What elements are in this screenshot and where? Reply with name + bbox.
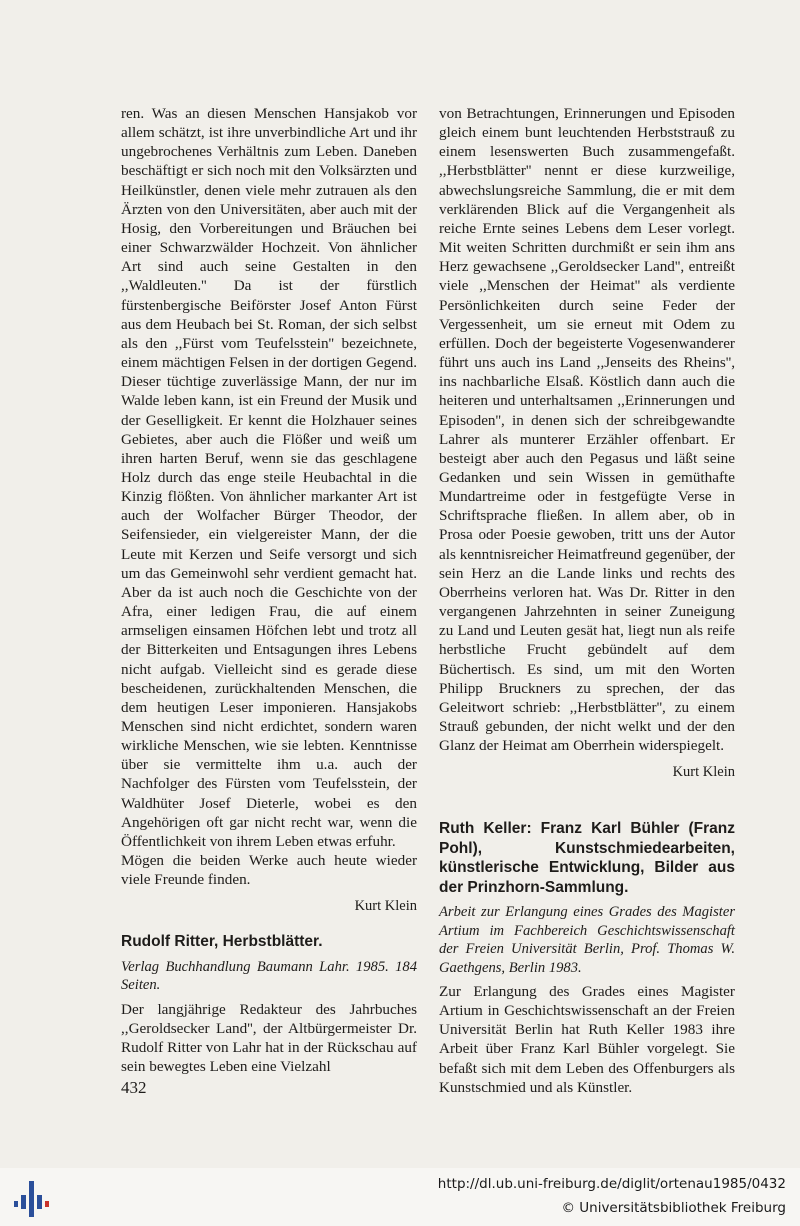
right-paragraph: von Betrachtungen, Erinnerungen und Episoden gleich einem bunt leuchtenden Herbststrauß zu einem lesenswerten Buch zusammengefaßt. ,,Herbstblätter'' nennt er diese kurzweilige, abwechslungsreiche Sammlung, die er mit dem verklärenden Blick auf die Vergangenheit als reiche Ernte seines Lebens dem Leser vorlegt. Mit weiten Schritten durchmißt er sein ihm ans Herz gewachsene ,,Geroldsecker Land'', entreißt viele ,,Menschen der Heimat'' als verdiente Persönlichkeiten durch seine Feder der Vergessenheit, um sie erneut mit Odem zu erfüllen. Doch der begeisterte Vogesenwanderer führt uns auch ins Land ,,Jenseits des Rheins'', ins nachbarliche Elsaß. Köstlich dann auch die heiteren und unterhaltsamen ,,Erinnerungen und Episoden'', in denen sich der schreibgewandte Lahrer als munterer Erzähler offenbart. Er besteigt aber auch den Pegasus und läßt seine Gedanken und sein Wissen in gemüthafte Mundartreime oder in festgefügte Verse in Schriftsprache fließen. In allem aber, ob in Prosa oder Poesie gewoben, tritt uns der Autor als kenntnisreicher Heimatfreund gegenüber, der sein Herz an die Lande links und rechts des Oberrheins verloren hat. Was Dr. Ritter in den vergangenen Jahrzehnten in seiner Zuneigung zu Land und Leuten gesät hat, liegt nun als reife herbstliche Frucht gebündelt auf dem Büchertisch. Es sind, um mit den Worten Philipp Bruckners zu sprechen, der das Geleitwort schrieb: ,,Herbstblätter'', zu einem Strauß gebunden, der nicht welkt und der den Glanz der Heimat am Oberrhein widerspiegelt.	[439, 105, 735, 755]
ub-freiburg-logo-icon	[12, 1179, 52, 1219]
page-number: 432	[121, 1078, 147, 1097]
review-keller-publication: Arbeit zur Erlangung eines Grades des Magister Artium im Fachbereich Geschichtswissenschaft der Freien Universität Berlin, Prof. Thomas W. Gaethgens, Berlin 1983.	[439, 904, 735, 976]
review-ritter-body: Der langjährige Redakteur des Jahrbuches ,,Geroldsecker Land'', der Altbürgermeister Dr. Rudolf Ritter von Lahr hat in der Rückschau auf sein bewegtes Leben eine Vielzahl	[121, 1000, 417, 1075]
review-keller-title: Ruth Keller: Franz Karl Bühler (Franz Pohl), Kunstschmiedearbeiten, künstlerische Entwicklung, Bilder aus der Prinzhorn-Sammlung.	[439, 820, 735, 896]
left-paragraph-2: Mögen die beiden Werke auch heute wieder viele Freunde finden.	[121, 852, 417, 889]
review-keller-body: Zur Erlangung des Grades eines Magister Artium in Geschichtswissenschaft an der Freien Universität Berlin hat Ruth Keller 1983 ihre Arbeit über Franz Karl Bühler vorgelegt. Sie befaßt sich mit dem Leben des Offenburgers als Kunstschmied und als Künstler.	[439, 983, 735, 1096]
review-ritter-publication: Verlag Buchhandlung Baumann Lahr. 1985. 184 Seiten.	[121, 958, 417, 993]
review-keller	[439, 819, 735, 1097]
left-column	[121, 104, 417, 917]
left-signature: Kurt Klein	[354, 898, 417, 915]
footer-url-link[interactable]: http://dl.ub.uni-freiburg.de/diglit/ortenau1985/0432	[437, 1176, 786, 1192]
review-ritter	[121, 932, 417, 1076]
right-column	[439, 104, 735, 782]
left-paragraph-1: ren. Was an diesen Menschen Hansjakob vor allem schätzt, ist ihre unverbindliche Art und ihr ungebrochenes Verhältnis zum Leben. Daneben beschäftigt er sich noch mit den Volksärzten und Heilkünstler, denen viele mehr zutrauen als den Ärzten von den Universitäten, aber auch mit der Hosig, den Vorbereitungen und Bräuchen bei einer Schwarzwälder Hochzeit. Von ähnlicher Art sind auch seine Gestalten in den ,,Waldleuten.'' Da ist der fürstlich fürstenbergische Beiförster Josef Anton Fürst aus dem Heubach bei St. Roman, der sich selbst als den ,,Fürst vom Teufelsstein'' bezeichnete, einem mächtigen Felsen in der dortigen Gegend. Dieser tüchtige zuverlässige Mann, der nur im Walde leben kann, ist ein Freund der Musik und der Geselligkeit. Er kennt die Holzhauer seines Gebietes, aber auch die Flößer und weiß um ihren harten Beruf, wenn sie das geschlagene Holz durch das enge steile Heubachtal in die Kinzig flößten. Von ähnlicher markanter Art ist auch der Wolfacher Bürger Theodor, der Seifensieder, ein vielgereister Mann, der die Leute mit Kerzen und Seife versorgt und sich um das Gemeinwohl sehr verdient gemacht hat. Aber da ist auch noch die Geschichte von der Afra, einer ledigen Frau, die auf einem armseligen einsamen Höfchen lebt und trotz all der Bitterkeiten und Entsagungen ihres Lebens nicht aufgab. Vielleicht sind es gerade diese bescheidenen, zurückhaltenden Menschen, die dem heutigen Leser imponieren. Hansjakobs Menschen sind nicht erdichtet, sondern waren wirkliche Menschen, wie sie lebten. Kenntnisse über sie vermittelte ihm u.a. auch der Nachfolger des Fürsten vom Teufelsstein, der Waldhüter Josef Dieterle, wobei es den Angehörigen oft gar nicht recht war, wenn die Öffentlichkeit von ihrem Leben etwas erfuhr.	[121, 105, 417, 850]
footer-copyright: © Universitätsbibliothek Freiburg	[561, 1200, 786, 1216]
review-ritter-title: Rudolf Ritter, Herbstblätter.	[121, 933, 323, 950]
right-signature: Kurt Klein	[672, 764, 735, 781]
